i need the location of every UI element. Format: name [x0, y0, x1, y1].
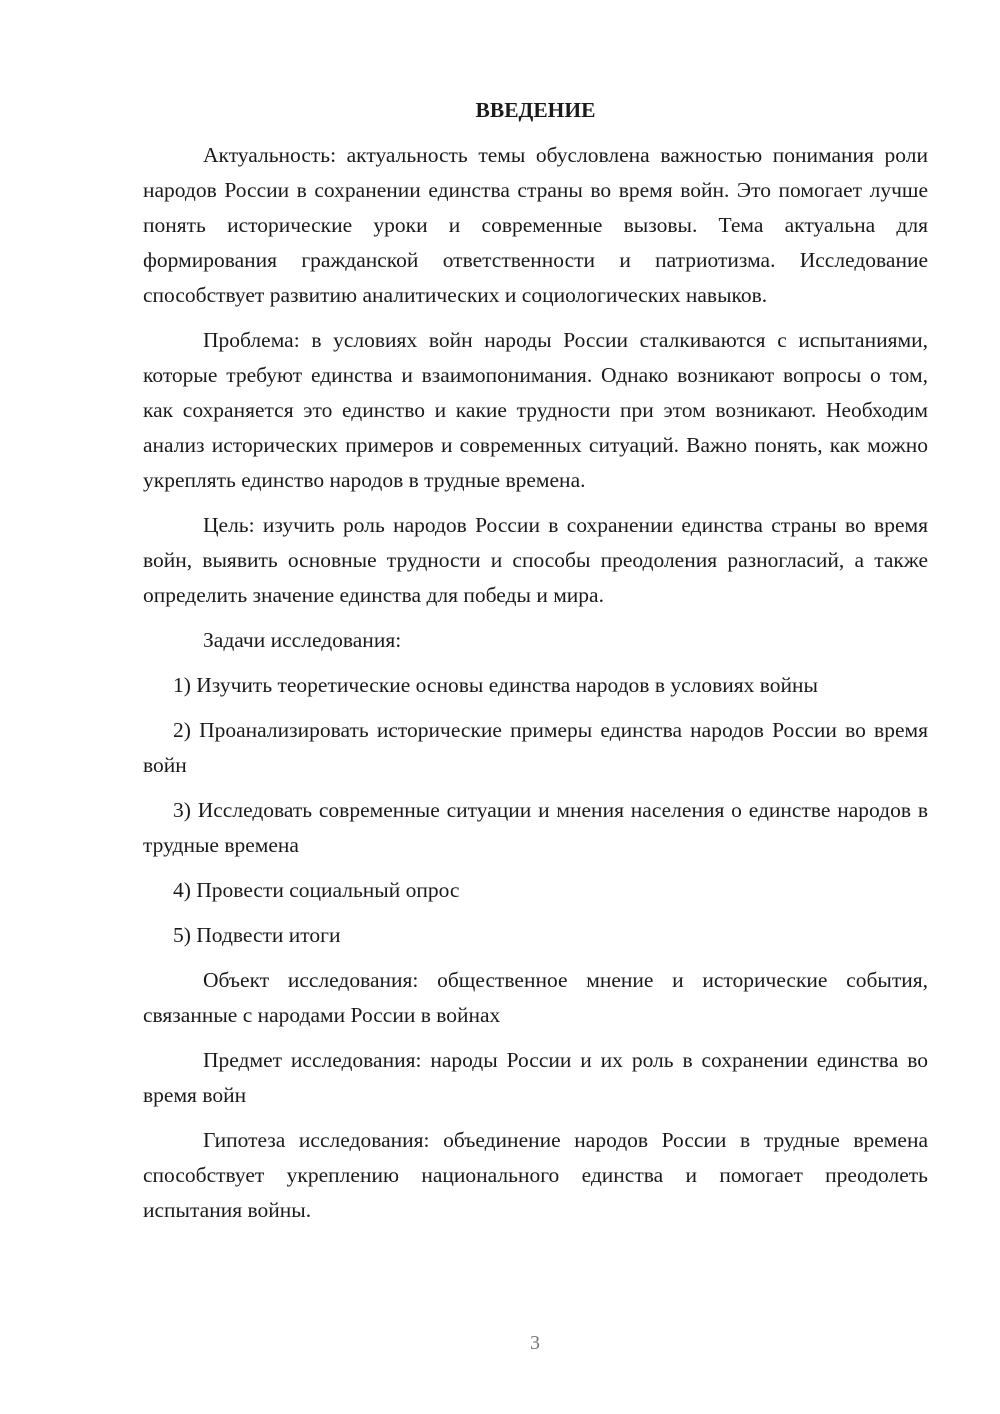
task-item-5: 5) Подвести итоги [173, 923, 341, 947]
document-page [143, 93, 928, 1238]
paragraph-hypothesis: Гипотеза исследования: объединение народов России в трудные времена способствует укреплению национального единства и помогает преодолеть испытания войны. [143, 1128, 928, 1222]
task-item-3: 3) Исследовать современные ситуации и мнения населения о единстве народов в трудные времена [143, 798, 928, 857]
paragraph-tasks-heading: Задачи исследования: [203, 628, 402, 652]
task-item-2: 2) Проанализировать исторические примеры единства народов России во время войн [143, 718, 928, 777]
paragraph-relevance: Актуальность: актуальность темы обусловлена важностью понимания роли народов России в сохранении единства страны во время войн. Это помогает лучше понять исторические уроки и современные вызовы. Тема актуальна для формирования гражданской ответственности и патриотизма. Исследование способствует развитию аналитических и социологических навыков. [143, 143, 928, 307]
page-number: 3 [530, 1332, 540, 1354]
task-item-1: 1) Изучить теоретические основы единства народов в условиях войны [173, 673, 818, 697]
paragraph-problem: Проблема: в условиях войн народы России сталкиваются с испытаниями, которые требуют единства и взаимопонимания. Однако возникают вопросы о том, как сохраняется это единство и какие трудности при этом возникают. Необходим анализ исторических примеров и современных ситуаций. Важно понять, как можно укреплять единство народов в трудные времена. [143, 328, 928, 492]
paragraph-object: Объект исследования: общественное мнение и исторические события, связанные с народами России в войнах [143, 968, 928, 1027]
section-title: ВВЕДЕНИЕ [475, 98, 596, 122]
paragraph-goal: Цель: изучить роль народов России в сохранении единства страны во время войн, выявить основные трудности и способы преодоления разногласий, а также определить значение единства для победы и мира. [143, 513, 928, 607]
paragraph-subject: Предмет исследования: народы России и их роль в сохранении единства во время войн [143, 1048, 928, 1107]
task-item-4: 4) Провести социальный опрос [173, 878, 460, 902]
